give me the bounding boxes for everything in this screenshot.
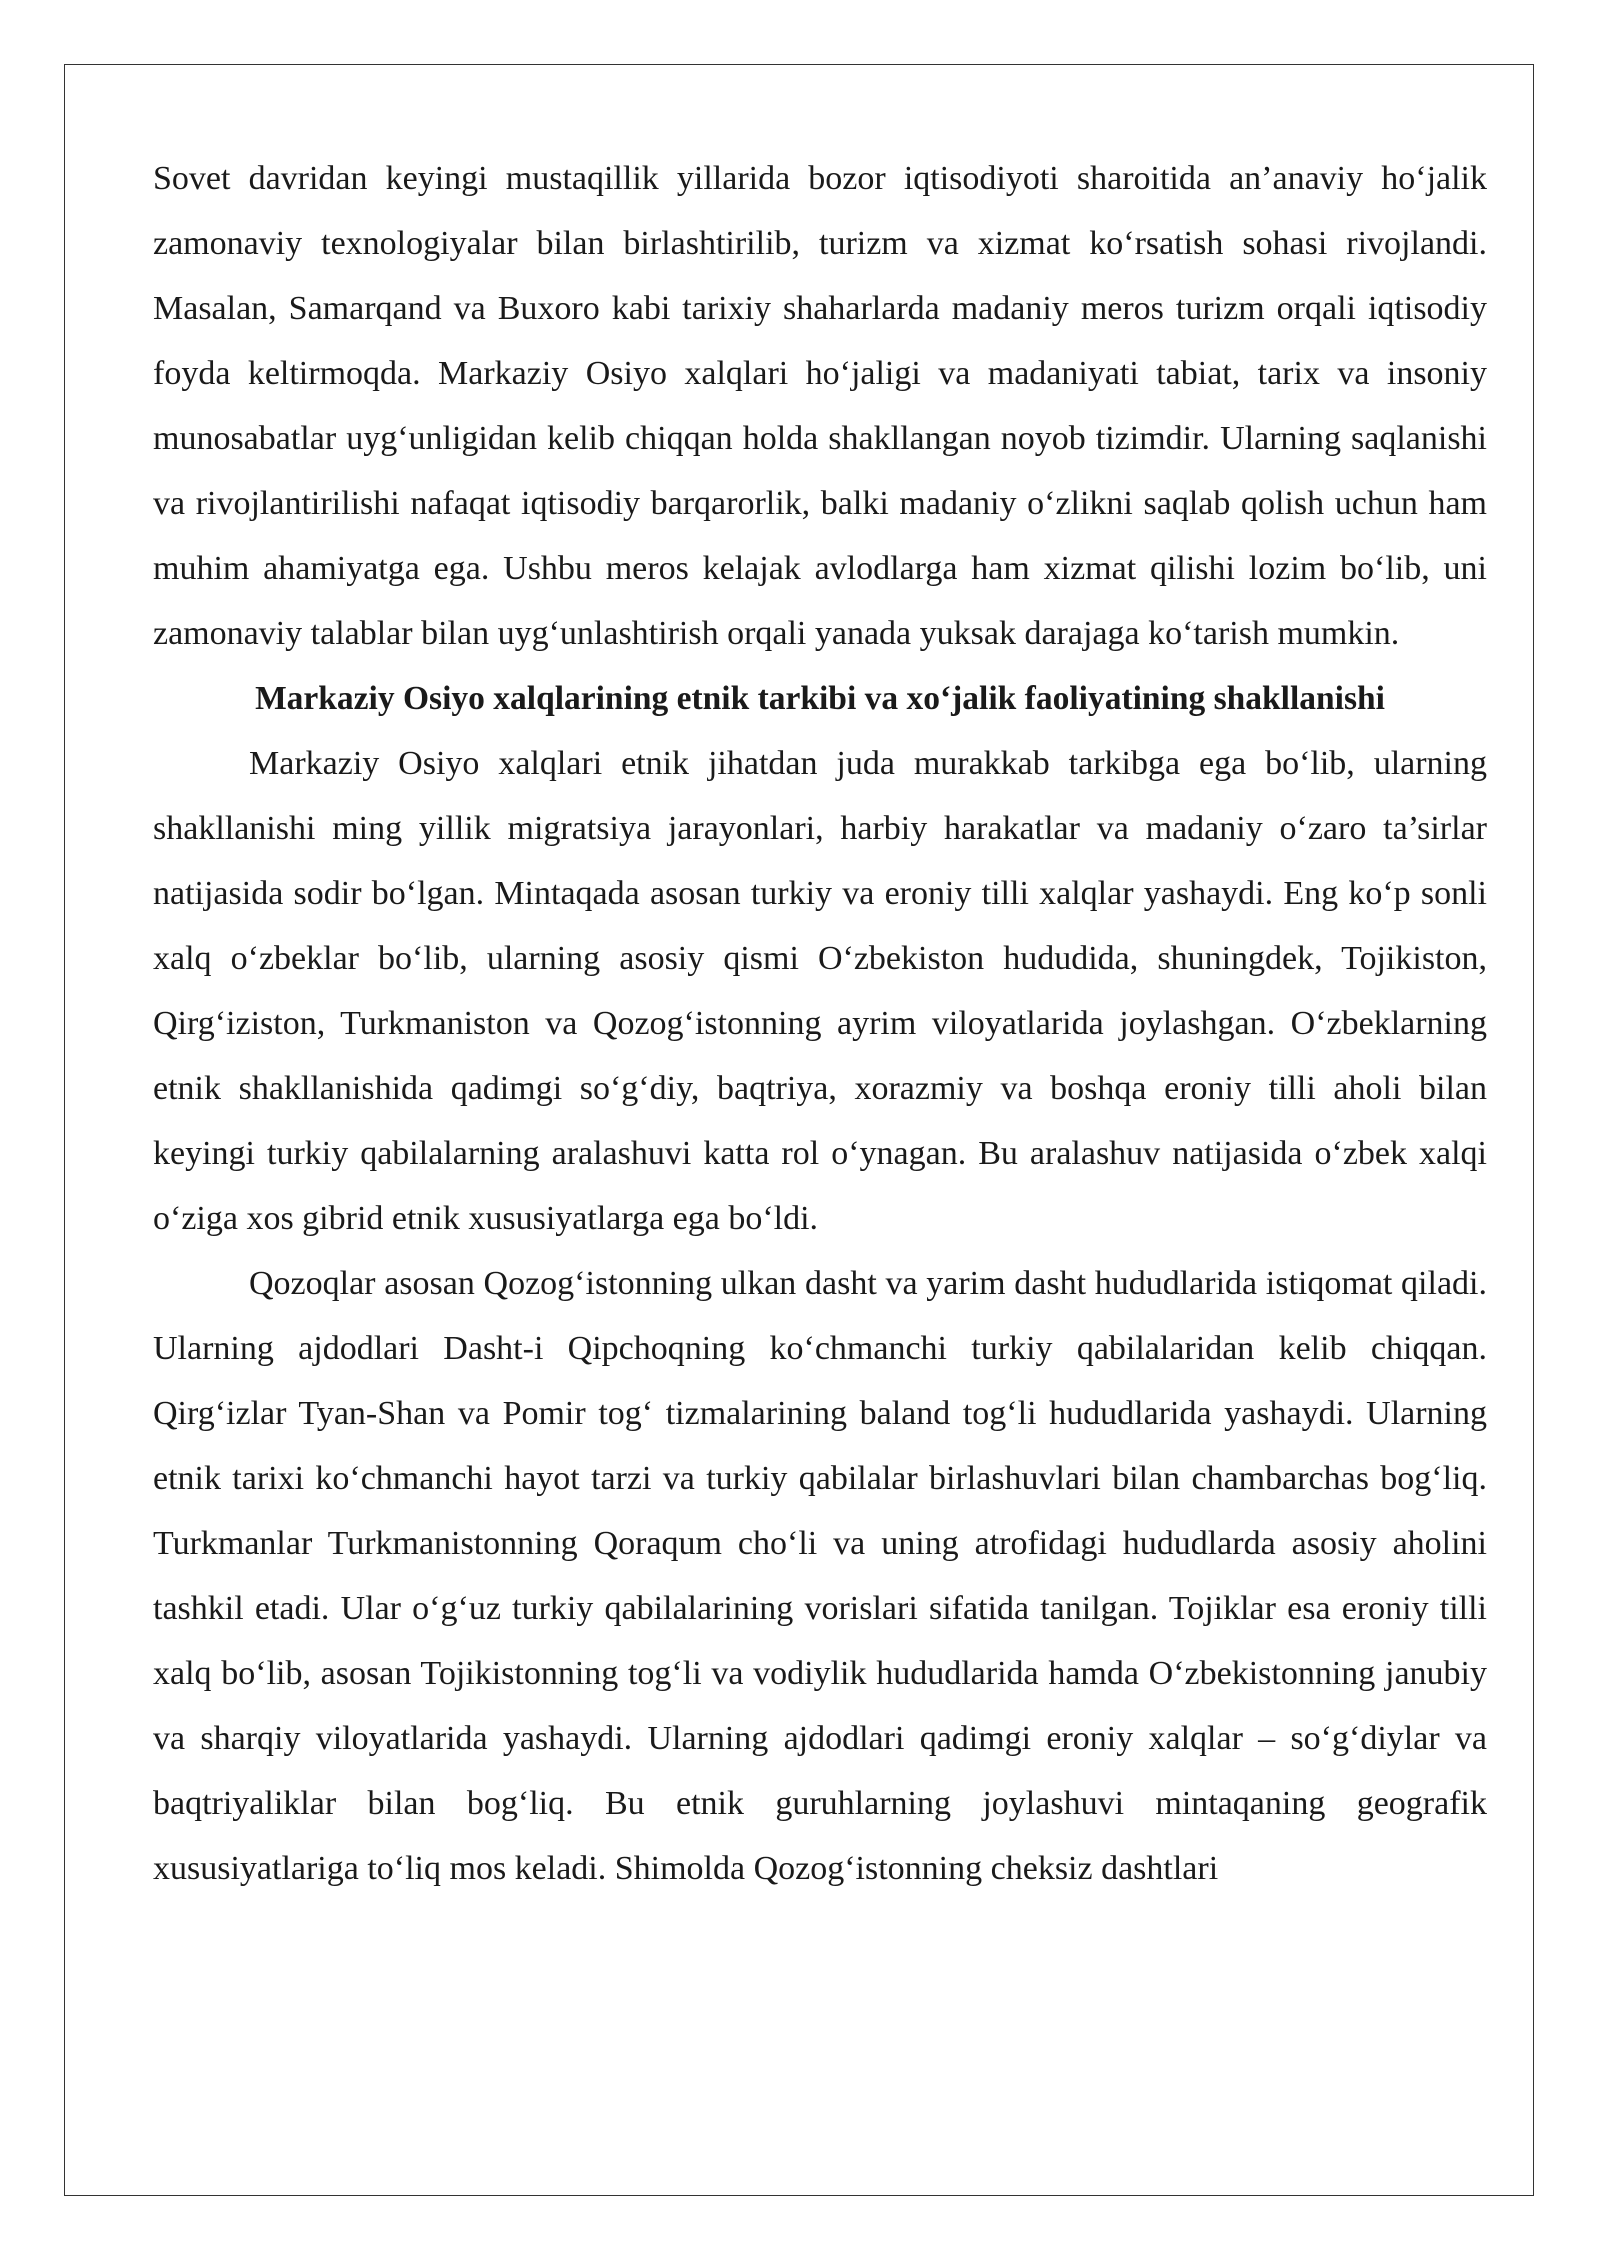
paragraph-ethnic-composition: Markaziy Osiyo xalqlari etnik jihatdan juda murakkab tarkibga ega bo‘lib, ularning shakllanishi ming yillik migratsiya jarayonlari, harbiy harakatlar va madaniy o‘zaro ta’sirlar natijasida sodir bo‘lgan. Mintaqada asosan turkiy va eroniy tilli xalqlar yashaydi. Eng ko‘p sonli xalq o‘zbeklar bo‘lib, ularning asosiy qismi O‘zbekiston hududida, shuningdek, Tojikiston, Qirg‘iziston, Turkmaniston va Qozog‘istonning ayrim viloyatlarida joylashgan. O‘zbeklarning etnik shakllanishida qadimgi so‘g‘diy, baqtriya, xorazmiy va boshqa eroniy tilli aholi bilan keyingi turkiy qabilalarning aralashuvi katta rol o‘ynagan. Bu aralashuv natijasida o‘zbek xalqi o‘ziga xos gibrid etnik xususiyatlarga ega bo‘ldi. (153, 745, 1487, 1237)
section-heading: Markaziy Osiyo xalqlarining etnik tarkibi va xo‘jalik faoliyatining shakllanishi (255, 680, 1385, 717)
paragraph-peoples: Qozoqlar asosan Qozog‘istonning ulkan dasht va yarim dasht hududlarida istiqomat qiladi. Ularning ajdodlari Dasht-i Qipchoqning ko‘chmanchi turkiy qabilalaridan kelib chiqqan. Qirg‘izlar Tyan-Shan va Pomir tog‘ tizmalarining baland tog‘li hududlarida yashaydi. Ularning etnik tarixi ko‘chmanchi hayot tarzi va turkiy qabilalar birlashuvlari bilan chambarchas bog‘liq. Turkmanlar Turkmanistonning Qoraqum cho‘li va uning atrofidagi hududlarda asosiy aholini tashkil etadi. Ular o‘g‘uz turkiy qabilalarining vorislari sifatida tanilgan. Tojiklar esa eroniy tilli xalq bo‘lib, asosan Tojikistonning tog‘li va vodiylik hududlarida hamda O‘zbekistonning janubiy va sharqiy viloyatlarida yashaydi. Ularning ajdodlari qadimgi eroniy xalqlar – so‘g‘diylar va baqtriyaliklar bilan bog‘liq. Bu etnik guruhlarning joylashuvi mintaqaning geografik xususiyatlariga to‘liq mos keladi. Shimolda Qozog‘istonning cheksiz dashtlari (153, 1265, 1487, 1887)
paragraph-intro: Sovet davridan keyingi mustaqillik yillarida bozor iqtisodiyoti sharoitida an’anaviy ho‘jalik zamonaviy texnologiyalar bilan birlashtirilib, turizm va xizmat ko‘rsatish sohasi rivojlandi. Masalan, Samarqand va Buxoro kabi tarixiy shaharlarda madaniy meros turizm orqali iqtisodiy foyda keltirmoqda. Markaziy Osiyo xalqlari ho‘jaligi va madaniyati tabiat, tarix va insoniy munosabatlar uyg‘unligidan kelib chiqqan holda shakllangan noyob tizimdir. Ularning saqlanishi va rivojlantirilishi nafaqat iqtisodiy barqarorlik, balki madaniy o‘zlikni saqlab qolish uchun ham muhim ahamiyatga ega. Ushbu meros kelajak avlodlarga ham xizmat qilishi lozim bo‘lib, uni zamonaviy talablar bilan uyg‘unlashtirish orqali yanada yuksak darajaga ko‘tarish mumkin. (153, 160, 1487, 652)
document-body (153, 146, 1487, 1901)
